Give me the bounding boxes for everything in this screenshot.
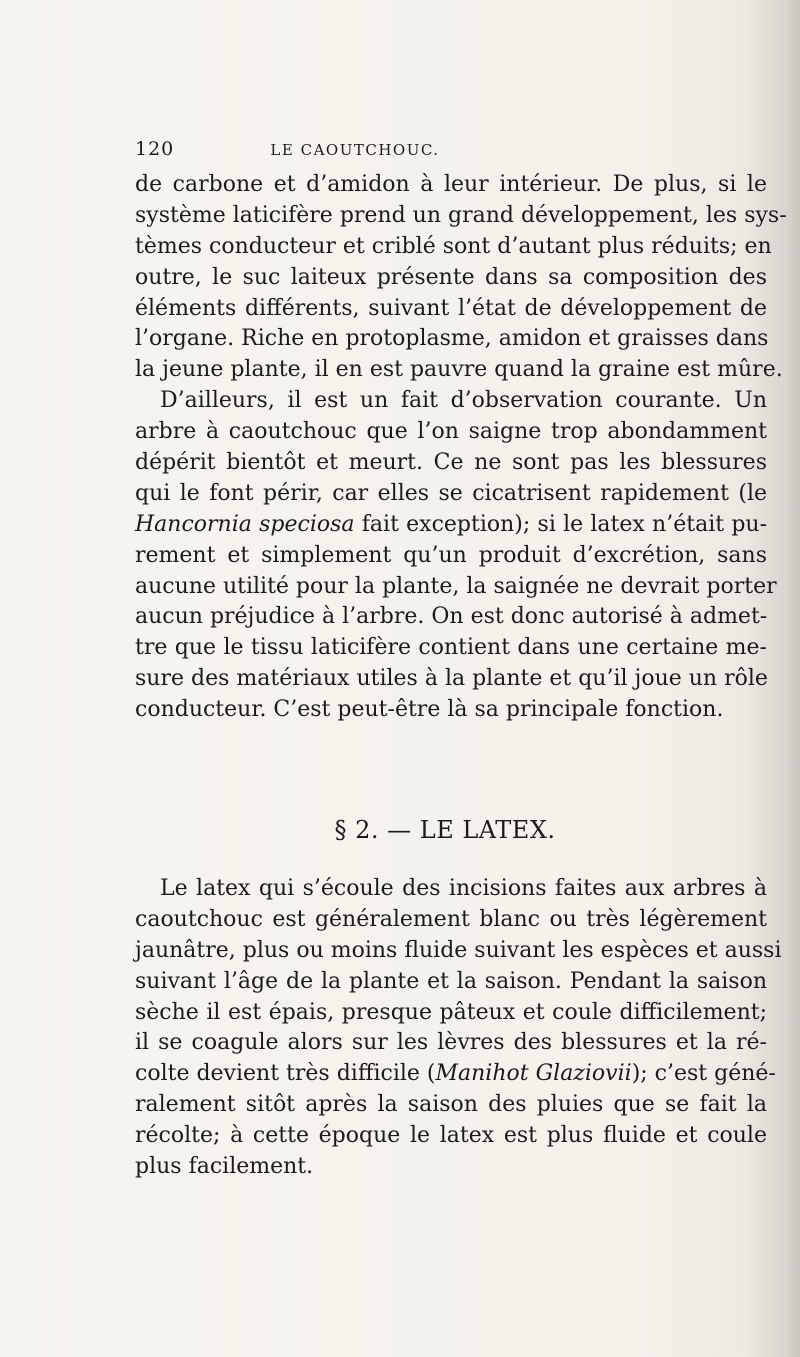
- text-line: rement et simplement qu’un produit d’excrétion, sans: [135, 542, 767, 568]
- text-line: outre, le suc laiteux présente dans sa composition des: [135, 264, 767, 290]
- text-line: récolte; à cette époque le latex est plus fluide et coule: [135, 1123, 767, 1149]
- text-line: Le latex qui s’écoule des incisions faites aux arbres à: [160, 876, 767, 901]
- text-fragment: colte devient très difficile (: [135, 1061, 436, 1087]
- text-line: système laticifère prend un grand développement, les sys-: [135, 202, 787, 228]
- text-line: dépérit bientôt et meurt. Ce ne sont pas les blessures: [135, 450, 767, 476]
- text-line: tèmes conducteur et criblé sont d’autant plus réduits; en: [135, 233, 772, 259]
- text-line-with-italic: [135, 510, 767, 541]
- text-line: il se coagule alors sur les lèvres des blessures et la ré-: [135, 1030, 767, 1056]
- section-heading: [334, 816, 555, 844]
- text-fragment: ); c’est géné-: [631, 1061, 776, 1087]
- text-line: aucune utilité pour la plante, la saignée ne devrait porter: [135, 573, 777, 599]
- text-line: sure des matériaux utiles à la plante et qu’il joue un rôle: [135, 666, 768, 692]
- section-title: LE LATEX.: [419, 816, 556, 844]
- section-dash: —: [387, 816, 412, 844]
- text-line: caoutchouc est généralement blanc ou très légèrement: [135, 906, 767, 932]
- text-line: plus facilement.: [135, 1154, 314, 1180]
- text-line: jaunâtre, plus ou moins fluide suivant les espèces et aussi: [135, 937, 782, 963]
- paragraph-1: [135, 170, 787, 726]
- page-number: 120: [135, 138, 175, 160]
- text-line: la jeune plante, il en est pauvre quand la graine est mûre.: [135, 357, 783, 383]
- text-line: de carbone et d’amidon à leur intérieur. De plus, si le: [135, 172, 767, 197]
- text-line: ralement sitôt après la saison des pluies que se fait la: [135, 1092, 767, 1118]
- text-line: qui le font périr, car elles se cicatrisent rapidement (le: [135, 480, 767, 506]
- text-line: tre que le tissu laticifère contient dans une certaine me-: [135, 635, 767, 661]
- text-line-with-italic: [135, 1059, 776, 1090]
- text-line: conducteur. C’est peut-être là sa principale fonction.: [135, 697, 724, 723]
- text-line: sèche il est épais, presque pâteux et coule difficilement;: [135, 999, 767, 1025]
- page-header: [135, 138, 535, 164]
- text-line: l’organe. Riche en protoplasme, amidon et graisses dans: [135, 326, 769, 352]
- paragraph-2: [135, 874, 782, 1183]
- text-line: suivant l’âge de la plante et la saison. Pendant la saison: [135, 968, 767, 994]
- text-line: aucun préjudice à l’arbre. On est donc autorisé à admet-: [135, 604, 768, 630]
- text-fragment: fait exception); si le latex n’était pu-: [361, 511, 768, 537]
- section-number: § 2.: [334, 816, 379, 844]
- italic-species-name: Hancornia speciosa: [135, 511, 355, 537]
- text-line: arbre à caoutchouc que l’on saigne trop abondamment: [135, 419, 767, 445]
- italic-species-name: Manihot Glaziovii: [435, 1061, 632, 1087]
- text-line: D’ailleurs, il est un fait d’observation courante. Un: [160, 388, 767, 414]
- running-head: LE CAOUTCHOUC.: [270, 141, 440, 159]
- text-line: éléments différents, suivant l’état de développement de: [135, 295, 767, 321]
